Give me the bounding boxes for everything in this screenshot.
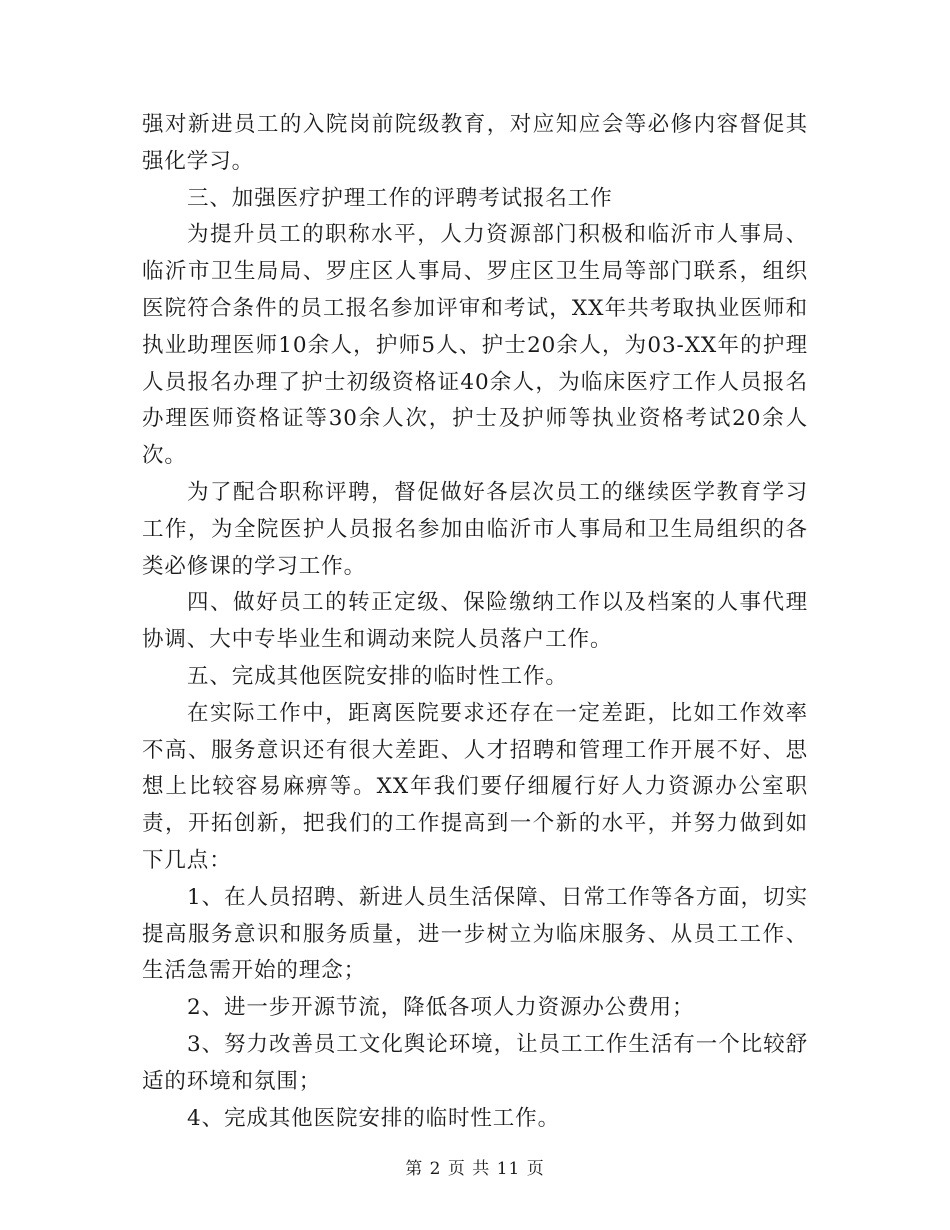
- page-footer: [0, 1154, 950, 1179]
- paragraph-continuing-education: 为了配合职称评聘，督促做好各层次员工的继续医学教育学习工作，为全院医护人员报名参加由临沂市人事局和卫生局组织的各类必修课的学习工作。: [142, 479, 808, 579]
- section-heading-5: 五、完成其他医院安排的临时性工作。: [187, 663, 568, 689]
- section-heading-3: 三、加强医疗护理工作的评聘考试报名工作: [187, 185, 613, 211]
- document-body: [142, 107, 808, 1137]
- list-item-4: 4、完成其他医院安排的临时性工作。: [187, 1105, 560, 1131]
- list-item-2: 2、进一步开源节流，降低各项人力资源办公费用；: [187, 995, 695, 1021]
- paragraph-title-exams: 为提升员工的职称水平，人力资源部门积极和临沂市人事局、临沂市卫生局局、罗庄区人事局、罗庄区卫生局等部门联系，组织医院符合条件的员工报名参加评审和考试，XX年共考取执业医师和执业助理医师10余人，护师5人、护士20余人，为03-XX年的护理人员报名办理了护士初级资格证40余人，为临床医疗工作人员报名办理医师资格证等30余人次，护士及护师等执业资格考试20余人次。: [142, 222, 808, 469]
- page-number-label: 第 2 页 共 11 页: [405, 1159, 545, 1179]
- paragraph-continuation: 强对新进员工的入院岗前院级教育，对应知应会等必修内容督促其强化学习。: [142, 112, 808, 174]
- list-item-1: 1、在人员招聘、新进人员生活保障、日常工作等各方面，切实提高服务意识和服务质量，进一步树立为临床服务、从员工工作、生活急需开始的理念；: [142, 884, 808, 984]
- list-item-3: 3、努力改善员工文化舆论环境，让员工工作生活有一个比较舒适的环境和氛围；: [142, 1031, 808, 1094]
- paragraph-shortcomings: 在实际工作中，距离医院要求还存在一定差距，比如工作效率不高、服务意识还有很大差距、人才招聘和管理工作开展不好、思想上比较容易麻痹等。XX年我们要仔细履行好人力资源办公室职责，开拓创新，把我们的工作提高到一个新的水平，并努力做到如下几点：: [142, 700, 808, 873]
- section-heading-4: 四、做好员工的转正定级、保险缴纳工作以及档案的人事代理协调、大中专毕业生和调动来院人员落户工作。: [142, 590, 808, 653]
